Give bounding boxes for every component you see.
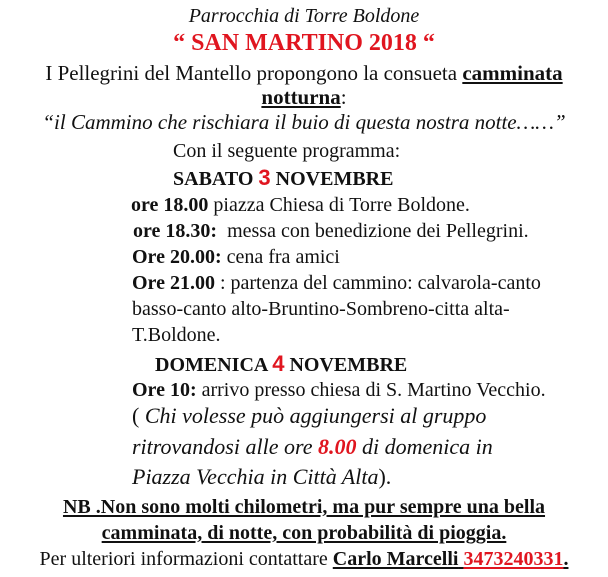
note-line-2 [132, 436, 493, 458]
sunday-heading [155, 353, 407, 375]
nb-line-2: camminata, di notte, con probabilità di pioggia. [101, 522, 507, 544]
schedule-time: Ore 10: [132, 379, 197, 401]
intro-line [0, 63, 608, 84]
intro-colon: : [340, 85, 347, 109]
contact-name: Carlo Marcelli [332, 548, 459, 570]
schedule-text: : partenza del cammino: calvarola-canto [214, 272, 541, 294]
saturday-month: NOVEMBRE [270, 168, 394, 190]
schedule-time: ore 18.30: [133, 220, 218, 242]
note-line-1 [132, 405, 486, 427]
schedule-text: arrivo presso chiesa di S. Martino Vecchio. [196, 379, 546, 401]
schedule-time: Ore 21.00 [132, 272, 215, 294]
schedule-time: ore 18.00 [131, 194, 209, 216]
note-location: Piazza Vecchia in Città Alta [132, 464, 379, 489]
sunday-day: DOMENICA [155, 354, 273, 376]
sunday-date: 4 [272, 351, 285, 376]
schedule-time: Ore 20.00: [132, 246, 222, 268]
note-line-3 [132, 466, 391, 488]
route-end: T.Boldone. [132, 324, 221, 346]
contact-end: . [563, 548, 569, 570]
nb-line-1: NB .Non sono molti chilometri, ma pur sempre una bella [62, 496, 546, 518]
contact-line [0, 549, 608, 569]
schedule-item [132, 273, 541, 293]
route-continuation: basso-canto alto-Bruntino-Sombreno-citta alta- [132, 298, 510, 320]
note-meeting-time: 8.00 [317, 434, 357, 459]
event-title: “ SAN MARTINO 2018 “ [173, 30, 435, 56]
schedule-item [133, 221, 529, 241]
contact-phone[interactable]: 3473240331 [463, 548, 564, 570]
note-close-paren: ). [378, 464, 392, 489]
schedule-item [131, 195, 470, 215]
intro-highlight-camminata: camminata [462, 61, 563, 85]
quote-line: “il Cammino che rischiara il buio di questa nostra notte……” [42, 110, 566, 134]
note-open-paren: ( [132, 403, 145, 428]
schedule-text: cena fra amici [221, 246, 340, 268]
saturday-heading [173, 167, 393, 189]
schedule-item [132, 380, 546, 400]
contact-text: Per ulteriori informazioni contattare [39, 548, 333, 570]
saturday-date: 3 [258, 165, 271, 190]
schedule-text: piazza Chiesa di Torre Boldone. [208, 194, 470, 216]
sunday-month: NOVEMBRE [284, 354, 408, 376]
intro-line-2 [0, 87, 608, 108]
intro-text: I Pellegrini del Mantello propongono la consueta [45, 61, 463, 85]
intro-highlight-notturna: notturna [261, 85, 341, 109]
note-text: ritrovandosi alle ore [132, 434, 318, 459]
schedule-item [132, 247, 340, 267]
note-text: Chi volesse può aggiungersi al gruppo [144, 403, 487, 428]
saturday-day: SABATO [173, 168, 259, 190]
schedule-text: messa con benedizione dei Pellegrini. [217, 220, 529, 242]
program-label: Con il seguente programma: [173, 140, 401, 162]
parish-name: Parrocchia di Torre Boldone [188, 5, 420, 27]
note-text: di domenica in [356, 434, 493, 459]
